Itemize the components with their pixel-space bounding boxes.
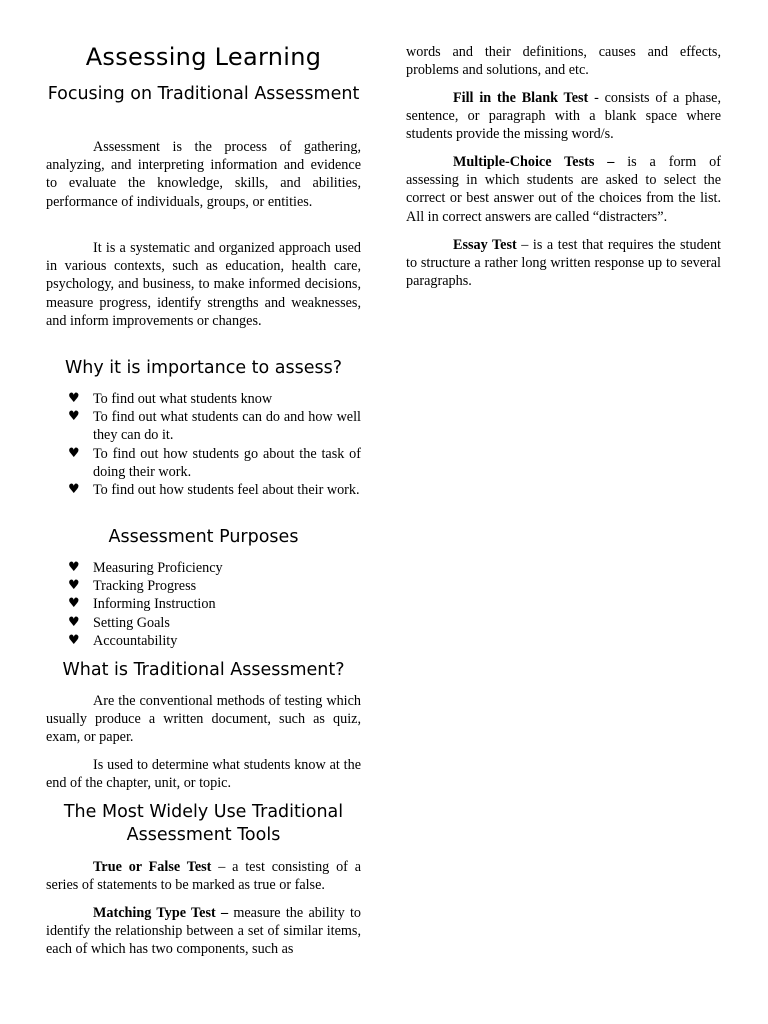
heart-bullet-icon: ♥: [68, 596, 80, 612]
traditional-paragraph-2: Is used to determine what students know at the end of the chapter, unit, or topic.: [46, 757, 361, 792]
traditional-paragraph-1: Are the conventional methods of testing which usually produce a written document, such as quiz, exam, or paper.: [46, 693, 361, 746]
true-false-paragraph: [46, 858, 361, 894]
heart-bullet-icon: ♥: [68, 632, 80, 648]
true-false-term: True or False Test: [93, 859, 212, 875]
traditional-heading: What is Traditional Assessment?: [62, 660, 345, 680]
matching-text: measure the ability to identify the relationship between a set of similar items, each of which has two components, such as: [46, 905, 361, 958]
heart-bullet-icon: ♥: [68, 409, 80, 425]
fill-blank-text: - consists of a phase, sentence, or paragraph with a blank space where students provide the missing word/s.: [406, 90, 722, 143]
list-item: ♥ Measuring Proficiency: [68, 560, 223, 576]
true-false-text: – a test consisting of a series of statements to be marked as true or false.: [46, 859, 362, 894]
heart-bullet-icon: ♥: [68, 482, 80, 498]
fill-blank-term: Fill in the Blank Test: [453, 90, 589, 106]
heart-bullet-icon: ♥: [68, 391, 80, 406]
heart-bullet-icon: ♥: [68, 445, 80, 461]
matching-paragraph: [46, 904, 361, 959]
list-item: ♥ Setting Goals: [68, 614, 170, 631]
list-item: ♥ To find out what students know: [68, 391, 273, 407]
multiple-choice-paragraph: [406, 153, 721, 226]
purposes-heading: Assessment Purposes: [108, 527, 299, 547]
heart-bullet-icon: ♥: [68, 578, 80, 594]
essay-paragraph: [406, 236, 721, 291]
list-item: ♥ Informing Instruction: [68, 596, 216, 613]
purposes-list: [46, 559, 361, 650]
why-list: [46, 390, 361, 499]
heart-bullet-icon: ♥: [68, 560, 80, 575]
heart-bullet-icon: ♥: [68, 614, 80, 630]
list-item: ♥ To find out how students feel about their work.: [68, 482, 360, 499]
multiple-choice-text: is a form of assessing in which students are asked to select the correct or best answer out of the choices from the list. All in correct answers are called “distracters”.: [406, 154, 721, 225]
matching-continued: words and their definitions, causes and effects, problems and solutions, and etc.: [406, 44, 721, 79]
essay-text: – is a test that requires the student to structure a rather long written response up to several paragraphs.: [406, 237, 722, 290]
list-item: ♥ To find out how students go about the task of doing their work.: [68, 445, 361, 480]
tools-heading: The Most Widely Use Traditional Assessment Tools: [63, 802, 344, 845]
why-heading: Why it is importance to assess?: [64, 358, 343, 378]
matching-term: Matching Type Test –: [93, 905, 229, 921]
page-title: Assessing Learning: [85, 43, 322, 71]
essay-term: Essay Test: [453, 237, 517, 253]
list-item: ♥ To find out what students can do and how well they can do it.: [68, 409, 361, 444]
list-item: ♥ Tracking Progress: [68, 578, 197, 595]
fill-blank-paragraph: [406, 89, 721, 144]
page-subtitle: Focusing on Traditional Assessment: [47, 84, 360, 104]
list-item: ♥ Accountability: [68, 632, 178, 649]
intro-paragraph-1: Assessment is the process of gathering, analyzing, and interpreting information and evidence to evaluate the knowledge, skills, and abilities, performance of individuals, groups, or entities.: [46, 139, 361, 210]
intro-paragraph-2: It is a systematic and organized approach used in various contexts, such as education, health care, psychology, and business, to make informed decisions, measure progress, identify strengths and weaknesses, and inform improvements or changes.: [46, 240, 361, 329]
multiple-choice-term: Multiple-Choice Tests –: [453, 154, 615, 170]
